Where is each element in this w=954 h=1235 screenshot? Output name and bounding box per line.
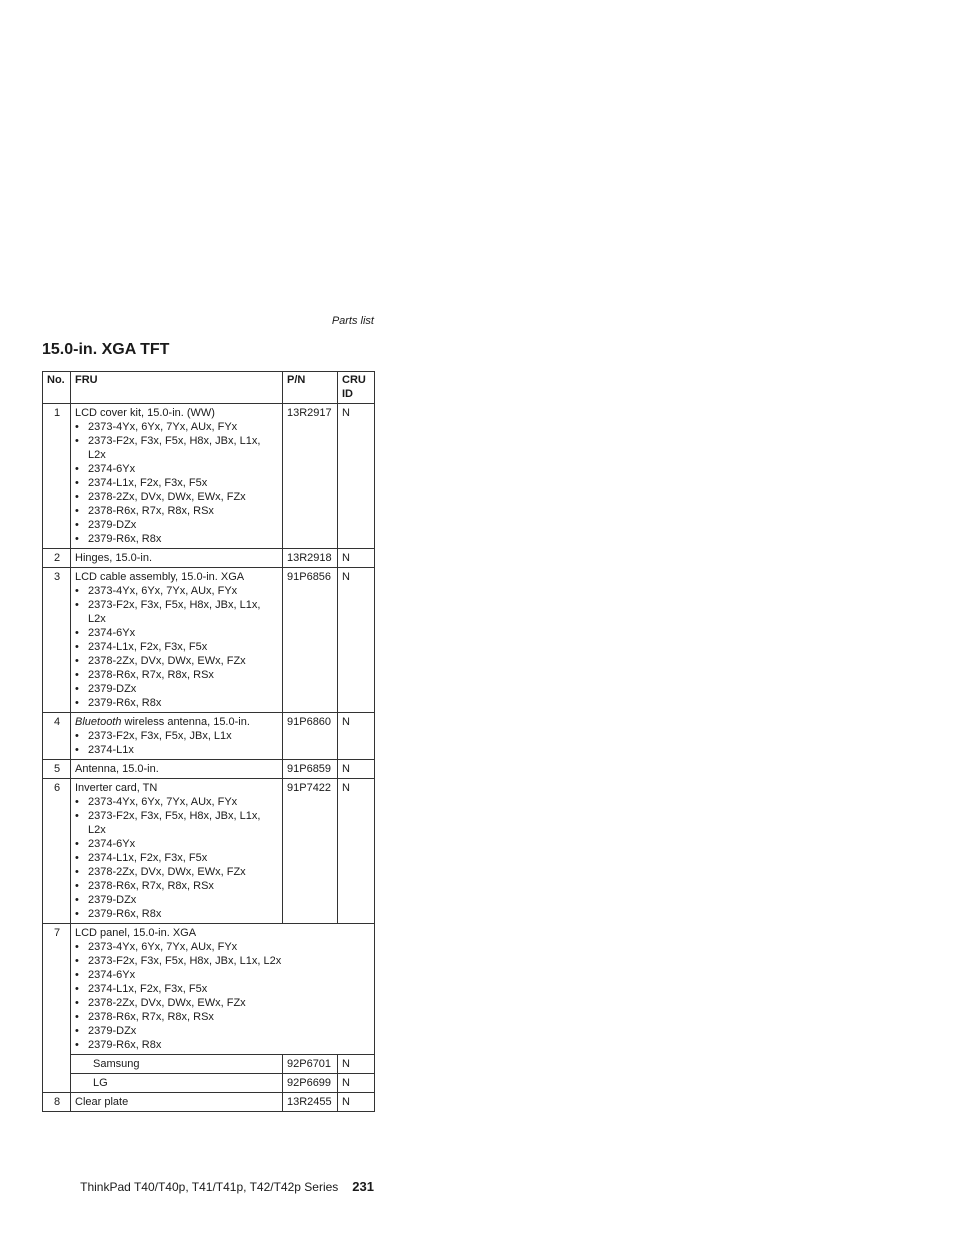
model-list-item: • 2373-F2x, F3x, F5x, H8x, JBx, L1x, L2x <box>75 598 279 626</box>
fru-description: Antenna, 15.0-in. <box>75 763 159 775</box>
table-row <box>43 404 375 549</box>
part-number: 91P6859 <box>283 760 338 779</box>
row-number: 8 <box>43 1093 71 1112</box>
fru-description: LCD cover kit, 15.0-in. (WW) <box>75 407 215 419</box>
cru-id: N <box>338 568 375 713</box>
model-list-item: • 2374-L1x, F2x, F3x, F5x <box>75 476 279 490</box>
vendor-name: Samsung <box>71 1055 283 1074</box>
model-list-item: • 2373-4Yx, 6Yx, 7Yx, AUx, FYx <box>75 940 371 954</box>
fru-cell <box>71 404 283 549</box>
model-list-item: • 2378-R6x, R7x, R8x, RSx <box>75 1010 371 1024</box>
page-footer <box>60 1179 374 1194</box>
footer-series: ThinkPad T40/T40p, T41/T41p, T42/T42p Series <box>80 1180 339 1194</box>
model-list-item: • 2378-R6x, R7x, R8x, RSx <box>75 879 279 893</box>
model-list-item: • 2374-L1x, F2x, F3x, F5x <box>75 640 279 654</box>
model-list-item: • 2379-DZx <box>75 893 279 907</box>
fru-description: Inverter card, TN <box>75 782 158 794</box>
model-list <box>75 420 279 546</box>
model-list-item: • 2378-R6x, R7x, R8x, RSx <box>75 504 279 518</box>
model-list-item: • 2378-2Zx, DVx, DWx, EWx, FZx <box>75 996 371 1010</box>
model-list <box>75 729 279 757</box>
row-number: 3 <box>43 568 71 713</box>
model-list-item: • 2378-2Zx, DVx, DWx, EWx, FZx <box>75 490 279 504</box>
table-row <box>43 549 375 568</box>
model-list-item: • 2379-R6x, R8x <box>75 696 279 710</box>
cru-id: N <box>338 779 375 924</box>
row-number: 5 <box>43 760 71 779</box>
model-list-item: • 2373-F2x, F3x, F5x, JBx, L1x <box>75 729 279 743</box>
part-number: 91P7422 <box>283 779 338 924</box>
table-row <box>43 568 375 713</box>
model-list-item: • 2374-6Yx <box>75 968 371 982</box>
model-list-item: • 2374-L1x, F2x, F3x, F5x <box>75 851 279 865</box>
model-list-item: • 2373-4Yx, 6Yx, 7Yx, AUx, FYx <box>75 795 279 809</box>
model-list-item: • 2374-L1x, F2x, F3x, F5x <box>75 982 371 996</box>
fru-description: Bluetooth wireless antenna, 15.0-in. <box>75 716 250 728</box>
row-number: 4 <box>43 713 71 760</box>
row-number: 6 <box>43 779 71 924</box>
table-header-row <box>43 372 375 404</box>
fru-description: Clear plate <box>75 1096 129 1108</box>
table-row <box>43 924 375 1055</box>
fru-description: LCD panel, 15.0-in. XGA <box>75 927 197 939</box>
model-list-item: • 2374-6Yx <box>75 626 279 640</box>
cru-id: N <box>338 549 375 568</box>
fru-cell <box>71 1093 283 1112</box>
model-list-item: • 2379-DZx <box>75 518 279 532</box>
running-head: Parts list <box>331 315 374 327</box>
header-fru: FRU <box>71 372 283 404</box>
section-title: 15.0-in. XGA TFT <box>42 341 170 358</box>
cru-id: N <box>338 1055 375 1074</box>
cru-id: N <box>338 713 375 760</box>
fru-cell <box>71 760 283 779</box>
model-list-item: • 2379-R6x, R8x <box>75 1038 371 1052</box>
fru-cell <box>71 924 375 1055</box>
model-list-item: • 2379-DZx <box>75 682 279 696</box>
model-list <box>75 940 371 1052</box>
part-number: 13R2455 <box>283 1093 338 1112</box>
model-list-item: • 2373-F2x, F3x, F5x, H8x, JBx, L1x, L2x <box>75 434 279 462</box>
cru-id: N <box>338 1093 375 1112</box>
model-list-item: • 2374-L1x <box>75 743 279 757</box>
fru-cell <box>71 779 283 924</box>
header-no: No. <box>43 372 71 404</box>
model-list-item: • 2373-4Yx, 6Yx, 7Yx, AUx, FYx <box>75 420 279 434</box>
model-list-item: • 2378-2Zx, DVx, DWx, EWx, FZx <box>75 654 279 668</box>
table-row <box>43 1093 375 1112</box>
part-number: 91P6860 <box>283 713 338 760</box>
table-row <box>43 779 375 924</box>
part-number: 92P6701 <box>283 1055 338 1074</box>
model-list-item: • 2373-F2x, F3x, F5x, H8x, JBx, L1x, L2x <box>75 809 279 837</box>
model-list <box>75 795 279 921</box>
row-number: 1 <box>43 404 71 549</box>
header-cru-id: CRU ID <box>338 372 375 404</box>
page-number: 231 <box>352 1179 374 1194</box>
part-number: 13R2918 <box>283 549 338 568</box>
model-list-item: • 2379-R6x, R8x <box>75 907 279 921</box>
fru-description: LCD cable assembly, 15.0-in. XGA <box>75 571 245 583</box>
model-list-item: • 2374-6Yx <box>75 837 279 851</box>
fru-cell <box>71 713 283 760</box>
model-list-item: • 2378-2Zx, DVx, DWx, EWx, FZx <box>75 865 279 879</box>
header-pn: P/N <box>283 372 338 404</box>
cru-id: N <box>338 1074 375 1093</box>
model-list-item: • 2373-F2x, F3x, F5x, H8x, JBx, L1x, L2x <box>75 954 371 968</box>
table-row <box>43 713 375 760</box>
part-number: 91P6856 <box>283 568 338 713</box>
vendor-name: LG <box>71 1074 283 1093</box>
part-number: 13R2917 <box>283 404 338 549</box>
model-list-item: • 2379-R6x, R8x <box>75 532 279 546</box>
model-list-item: • 2378-R6x, R7x, R8x, RSx <box>75 668 279 682</box>
cru-id: N <box>338 404 375 549</box>
fru-description: Hinges, 15.0-in. <box>75 552 153 564</box>
row-number: 2 <box>43 549 71 568</box>
model-list-item: • 2373-4Yx, 6Yx, 7Yx, AUx, FYx <box>75 584 279 598</box>
cru-id: N <box>338 760 375 779</box>
part-number: 92P6699 <box>283 1074 338 1093</box>
model-list <box>75 584 279 710</box>
model-list-item: • 2374-6Yx <box>75 462 279 476</box>
model-list-item: • 2379-DZx <box>75 1024 371 1038</box>
table-subrow <box>43 1074 375 1093</box>
table-subrow <box>43 1055 375 1074</box>
fru-cell <box>71 568 283 713</box>
row-number: 7 <box>43 924 71 1093</box>
fru-cell <box>71 549 283 568</box>
parts-table <box>42 371 375 1112</box>
table-row <box>43 760 375 779</box>
